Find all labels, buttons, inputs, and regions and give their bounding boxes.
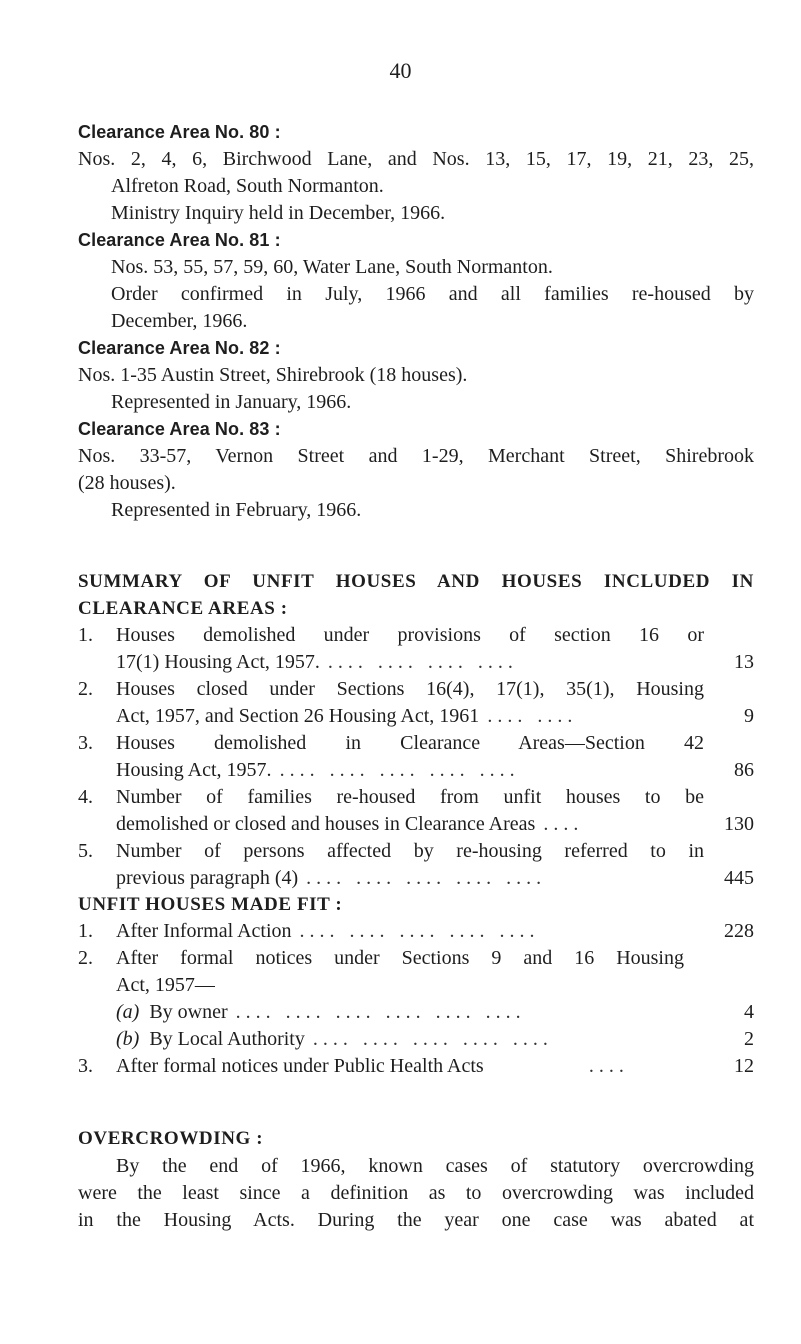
summary-section	[78, 568, 754, 892]
sub-item-label: (b)	[116, 1028, 140, 1050]
overcrowding-heading: OVERCROWDING :	[78, 1128, 264, 1149]
summary-item	[78, 622, 754, 649]
item-text: Number of persons affected by re-housing referred to in	[116, 840, 704, 862]
sub-item-text	[116, 999, 228, 1026]
item-text: previous paragraph (4)	[116, 867, 299, 889]
item-dotline	[116, 1026, 754, 1053]
summary-heading: SUMMARY OF UNFIT HOUSES AND HOUSES INCLUDED IN	[78, 571, 754, 592]
dot-leader: .... .... .... .... ....	[312, 1028, 553, 1050]
dot-leader: .... .... .... .... ....	[279, 759, 520, 781]
clearance-area-line: Order confirmed in July, 1966 and all families re-housed by	[111, 283, 754, 305]
item-text: Act, 1957, and Section 26 Housing Act, 1961	[116, 705, 480, 727]
summary-item	[78, 676, 754, 703]
dot-leader: .... .... .... .... ....	[306, 867, 547, 889]
item-number: 4.	[78, 786, 93, 808]
item-number: 1.	[78, 624, 93, 646]
unfit-item	[78, 945, 754, 972]
item-number: 1.	[78, 920, 93, 942]
sub-item-desc: By owner	[149, 1001, 228, 1023]
page-number: 40	[389, 58, 412, 83]
clearance-area-line: Alfreton Road, South Normanton.	[111, 175, 384, 197]
item-value: 4	[744, 1001, 754, 1023]
overcrowding-section	[78, 1125, 754, 1233]
summary-item	[78, 784, 754, 811]
item-text: Number of families re-housed from unfit houses to be	[116, 786, 704, 808]
summary-item-cont	[78, 865, 754, 892]
dot-leader: .... .... .... .... ....	[299, 920, 540, 942]
summary-item-cont	[78, 703, 754, 730]
dot-leader: ....	[588, 1055, 629, 1077]
clearance-area-line: Nos. 1-35 Austin Street, Shirebrook (18 houses).	[78, 364, 468, 386]
clearance-area-line: Represented in February, 1966.	[111, 499, 362, 521]
item-number: 2.	[78, 947, 93, 969]
clearance-area-line: Nos. 2, 4, 6, Birchwood Lane, and Nos. 13, 15, 17, 19, 21, 23, 25,	[78, 148, 754, 170]
item-text: After Informal Action	[116, 920, 292, 942]
item-text: Houses closed under Sections 16(4), 17(1), 35(1), Housing	[116, 678, 704, 700]
item-value: 13	[734, 651, 754, 673]
dot-leader: ....	[543, 813, 584, 835]
clearance-areas-section	[78, 119, 754, 524]
item-value: 86	[734, 759, 754, 781]
item-number: 2.	[78, 678, 93, 700]
item-value: 2	[744, 1028, 754, 1050]
sub-item-desc: By Local Authority	[149, 1028, 305, 1050]
overcrowding-line: were the least since a definition as to overcrowding was included	[78, 1182, 754, 1204]
item-text: demolished or closed and houses in Clearance Areas	[116, 813, 536, 835]
item-dotline	[116, 999, 754, 1026]
dot-leader: .... ....	[487, 705, 578, 727]
summary-item-cont	[78, 757, 754, 784]
item-dotline	[116, 918, 754, 945]
item-text: After formal notices under Public Health Acts	[116, 1055, 484, 1077]
summary-item	[78, 730, 754, 757]
item-text: Houses demolished under provisions of section 16 or	[116, 624, 704, 646]
item-dotline	[116, 757, 754, 784]
unfit-houses-heading: UNFIT HOUSES MADE FIT :	[78, 894, 343, 915]
item-value: 12	[734, 1055, 754, 1077]
unfit-sub-item	[78, 1026, 754, 1053]
summary-item-cont	[78, 811, 754, 838]
item-number: 3.	[78, 1055, 93, 1077]
unfit-item	[78, 1053, 754, 1080]
unfit-item	[78, 918, 754, 945]
clearance-area-heading: Clearance Area No. 82 :	[78, 338, 281, 358]
summary-item	[78, 838, 754, 865]
item-text: Houses demolished in Clearance Areas—Section 42	[116, 732, 704, 754]
clearance-area-line: December, 1966.	[111, 310, 248, 332]
item-text: Act, 1957—	[116, 974, 215, 996]
unfit-item-cont	[78, 972, 754, 999]
item-value: 445	[724, 867, 754, 889]
item-text: 17(1) Housing Act, 1957.	[116, 651, 320, 673]
clearance-area-line: Ministry Inquiry held in December, 1966.	[111, 202, 446, 224]
item-text: After formal notices under Sections 9 and 16 Housing	[116, 947, 684, 969]
item-value: 228	[724, 920, 754, 942]
item-dotline	[116, 703, 754, 730]
item-dotline	[116, 865, 754, 892]
clearance-area-line: Represented in January, 1966.	[111, 391, 352, 413]
clearance-area-line: Nos. 33-57, Vernon Street and 1-29, Merchant Street, Shirebrook	[78, 445, 754, 467]
item-number: 3.	[78, 732, 93, 754]
dot-leader: .... .... .... ....	[327, 651, 518, 673]
overcrowding-line: in the Housing Acts. During the year one case was abated at	[78, 1209, 754, 1231]
sub-item-label: (a)	[116, 1001, 140, 1023]
clearance-area-line: Nos. 53, 55, 57, 59, 60, Water Lane, South Normanton.	[111, 256, 553, 278]
overcrowding-line: By the end of 1966, known cases of statutory overcrowding	[116, 1155, 754, 1177]
item-dotline	[116, 1053, 754, 1080]
item-dotline	[116, 811, 754, 838]
sub-item-text	[116, 1026, 305, 1053]
unfit-sub-item	[78, 999, 754, 1026]
item-number: 5.	[78, 840, 93, 862]
clearance-area-heading: Clearance Area No. 81 :	[78, 230, 281, 250]
unfit-houses-section	[78, 891, 754, 1080]
item-text: Housing Act, 1957.	[116, 759, 272, 781]
summary-heading-cont: CLEARANCE AREAS :	[78, 598, 288, 619]
clearance-area-line: (28 houses).	[78, 472, 176, 494]
summary-item-cont	[78, 649, 754, 676]
item-value: 9	[744, 705, 754, 727]
dot-leader: .... .... .... .... .... ....	[235, 1001, 526, 1023]
item-dotline	[116, 649, 754, 676]
item-value: 130	[724, 813, 754, 835]
clearance-area-heading: Clearance Area No. 80 :	[78, 122, 281, 142]
clearance-area-heading: Clearance Area No. 83 :	[78, 419, 281, 439]
